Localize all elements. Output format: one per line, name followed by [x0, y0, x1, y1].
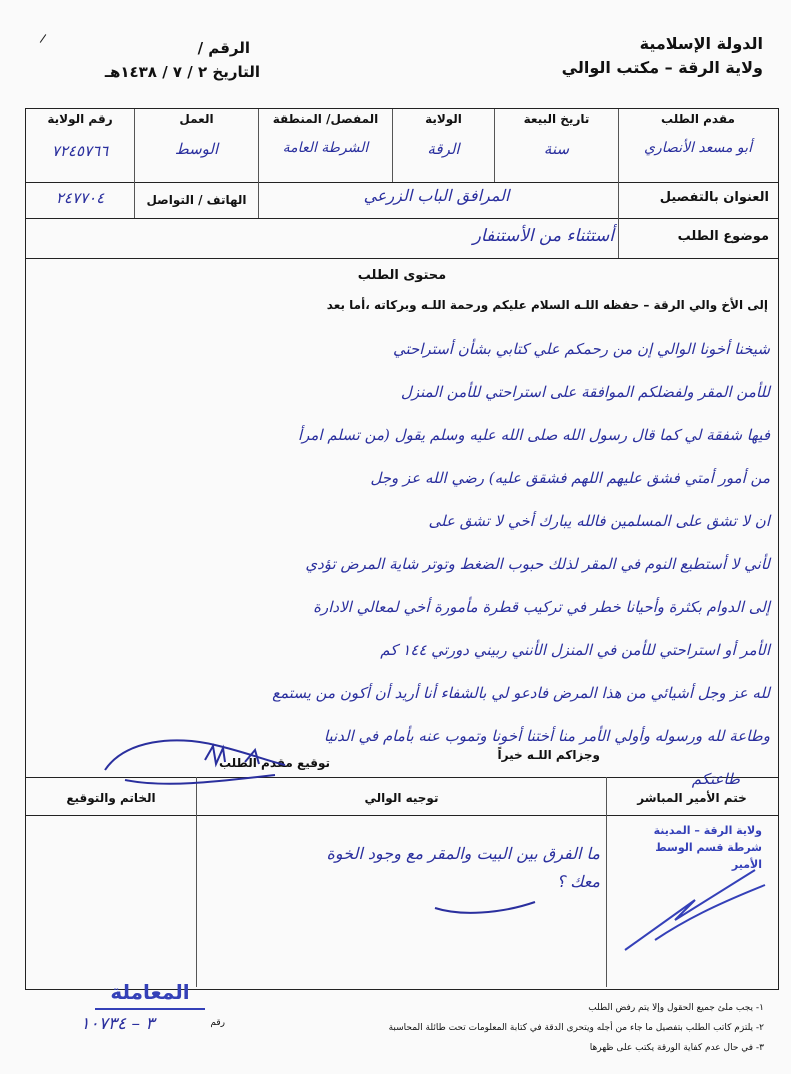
- wilayah-label: الولاية: [425, 112, 462, 126]
- sector-label: المفصل/ المنطقة: [272, 112, 379, 126]
- seal-sign-label: الخاتم والتوقيع: [66, 791, 156, 805]
- phone-value: ٢٤٧٧٠٤: [55, 189, 105, 207]
- body-line: فيها شفقة لي كما قال رسول الله صلى الله عليه وسلم يقول (من تسلم امرأ: [297, 426, 770, 444]
- state-name: الدولة الإسلامية: [639, 34, 763, 53]
- pledge-date-label: تاريخ البيعة: [523, 112, 590, 126]
- footnote: ٢- يلتزم كاتب الطلب بتفصيل ما جاء من أجله ويتحرى الدقة في كتابة المعلومات تحت طائلة المحاسبة: [388, 1023, 764, 1033]
- body-line: ان لا تشق على المسلمين فالله يبارك أخي لا تشق على: [428, 512, 770, 530]
- wali-note: ما الفرق بين البيت والمقر مع وجود الخوة معك ؟: [326, 844, 600, 891]
- footnotes: [300, 998, 764, 1058]
- applicant-signature: [95, 730, 295, 790]
- number-label: الرقم /: [197, 39, 250, 57]
- body-line: لأني لا أستطيع النوم في المقر لذلك حبوب الضغط وتوتر شاية المرض تؤدي: [305, 555, 770, 573]
- pledge-date-value: سنة: [543, 140, 570, 158]
- wali-direction-label: توجيه الوالي: [364, 791, 439, 805]
- content-title: محتوى الطلب: [357, 268, 447, 283]
- wali-underline: [430, 880, 540, 920]
- applicant-label: مقدم الطلب: [661, 112, 735, 126]
- wilayah-value: الرقة: [427, 140, 460, 158]
- transaction-underline: [95, 1008, 205, 1010]
- emir-stamp: ولاية الرقة – المدينة شرطة قسم الوسط الأمير: [653, 824, 762, 871]
- office-name: ولاية الرقة – مكتب الوالي: [561, 58, 763, 77]
- body-line: للأمن المقر ولفضلكم الموافقة على استراحتي للأمن المنزل: [400, 383, 770, 401]
- date-label: التاريخ ٢ / ٧ / ١٤٣٨هـ: [104, 63, 260, 81]
- transaction-number: ٣ – ١٠٧٣٤: [80, 1014, 155, 1034]
- work-label: العمل: [179, 112, 214, 126]
- reference-header: [30, 36, 260, 84]
- issuer-header: [562, 32, 763, 80]
- signature-label: توقيع مقدم الطلب: [218, 756, 330, 770]
- closing: وجزاكم اللـه خيراً: [497, 748, 600, 762]
- address-label: العنوان بالتفصيل: [659, 190, 769, 205]
- body-line: إلى الدوام بكثرة وأحيانا خطر في تركيب قطرة مأمورة أخي لمعالي الادارة: [313, 598, 770, 616]
- footnote: ١- يجب ملئ جميع الحقول وإلا يتم رفض الطلب: [588, 1003, 764, 1013]
- transaction-number-label: رقم: [210, 1018, 225, 1028]
- sector-value: الشرطة العامة: [282, 140, 369, 156]
- body-line: وطاعة لله ورسوله وأولي الأمر منا أختنا أخونا وتموب عنه بأمام في الدنيا: [323, 727, 770, 745]
- body-line: لله عز وجل أشيائي من هذا المرض فادعو لي بالشفاء أنا أريد أن أكون من يستمع: [272, 684, 770, 702]
- wilayah-number-value: ٧٢٤٥٧٦٦: [51, 142, 109, 160]
- body-line: من أمور أمتي فشق عليهم اللهم فشقق عليه) رضي الله عز وجل: [370, 469, 770, 487]
- body-line: طاعتكم: [691, 770, 740, 788]
- phone-label: الهاتف / التواصل: [146, 193, 247, 207]
- wilayah-number-label: رقم الولاية: [47, 112, 113, 126]
- body-line: الأمر أو استراحتي للأمن في المنزل الأنني ربيني دورتي ١٤٤ كم: [380, 641, 770, 659]
- subject-label: موضوع الطلب: [677, 229, 769, 244]
- greeting: إلى الأخ والي الرقة – حفظه اللـه السلام عليكم ورحمة اللـه وبركاته ،أما بعد: [326, 298, 768, 312]
- subject-value: أستثناء من الأستنفار: [472, 226, 614, 246]
- address-value: المرافق الباب الزرعي: [363, 186, 510, 205]
- body-line: شيخنا أخونا الوالي إن من رحمكم علي كتابي بشأن أستراحتي: [392, 340, 770, 358]
- footnote: ٣- في حال عدم كفاية الورقة يكتب على ظهرها: [589, 1043, 764, 1053]
- work-value: الوسط: [174, 140, 219, 158]
- transaction-title: المعاملة: [110, 980, 190, 1004]
- emir-signature: [615, 860, 775, 960]
- applicant-value: أبو مسعد الأنصاري: [644, 140, 752, 156]
- direct-emir-label: ختم الأمير المباشر: [637, 791, 747, 805]
